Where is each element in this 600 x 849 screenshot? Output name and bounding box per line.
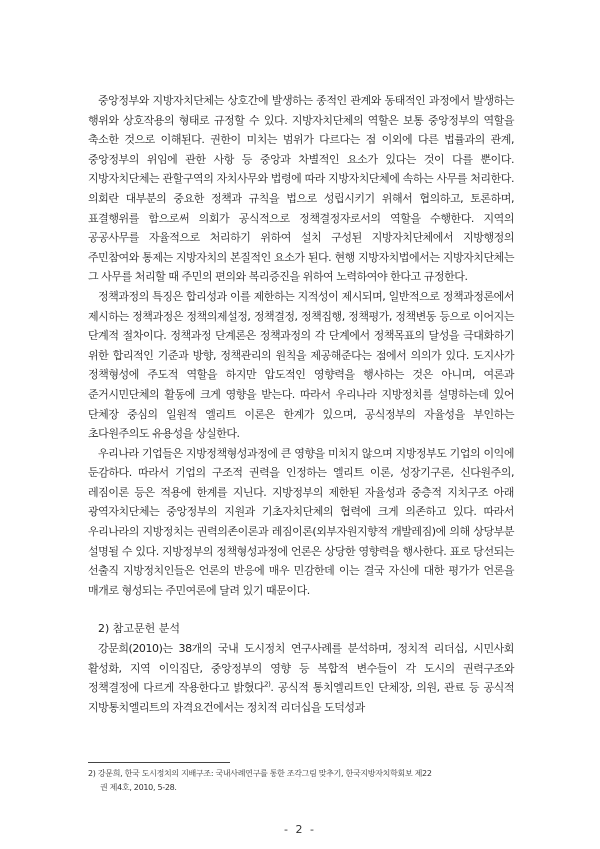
literature-text-end: . 공식적 통치엘리트인 단체장, 의원, 관료 등 공식적 지방통치엘리트의 자격요건에서는 정치적 리더십을 도덕성과 xyxy=(88,681,514,714)
body-text xyxy=(88,91,514,717)
paragraph-business-influence: 우리나라 기업들은 지방정책형성과정에 큰 영향을 미치지 않으며 지방정부도 기업의 이익에 둔감하다. 따라서 기업의 구조적 권력을 인정하는 엘리트 이론, 성장기구론, 신다원주의, 레짐이론 등은 적용에 한계를 지닌다. 지방정부의 제한된 자율성과 중층적 지치구조 아래 광역자치단체는 중앙정부의 지원과 기초자치단체의 협력에 크게 의존하고 있다. 따라서 우리나라의 지방정치는 권력의존이론과 레짐이론(외부자원지향적 개발레짐)에 의해 상당부분 설명될 수 있다. 지방정부의 정책형성과정에 언론은 상당한 영향력을 행사한다. 표로 당선되는 선출직 지방정치인들은 언론의 반응에 매우 민감한데 이는 결국 자신에 대한 평가가 언론을 매개로 형성되는 주민여론에 달려 있기 때문이다. xyxy=(88,446,514,597)
page-number: - 2 - xyxy=(284,823,316,836)
footnote-line-2: 권 제4호, 2010, 5-28. xyxy=(100,783,177,792)
paragraph-policy-process: 정책과정의 특징은 합리성과 이를 제한하는 지적성이 제시되며, 일반적으로 정책과정론에서 제시하는 정책과정은 정책의제설정, 정책결정, 정책집행, 정책평가, 정책변동 등으로 이어지는 단계적 절차이다. 정책과정 단계론은 정책과정의 각 단계에서 정책목표의 달성을 극대화하기 위한 합리적인 기준과 방향, 정책관리의 원칙을 제공해준다는 점에서 의의가 있다. 도지사가 정책형성에 주도적 역할을 하지만 압도적인 영향력을 행사하는 것은 아니며, 여론과 준거시민단체의 활동에 크게 영향을 받는다. 따라서 우리나라 지방정치를 설명하는데 있어 단체장 중심의 일원적 엘리트 이론은 한계가 있으며, 공식정부의 자율성을 부인하는 초다원주의도 유용성을 상실한다. xyxy=(88,289,514,441)
footnote-marker: 2) xyxy=(264,680,271,689)
footnote-divider xyxy=(88,762,230,763)
paragraph-literature-review xyxy=(88,639,514,717)
literature-text-start: 강문희(2010)는 38개의 국내 도시정치 연구사례를 분석하며, 정치적 리더십, 시민사회 활성화, 지역 이익집단, 중앙정부의 영향 등 복합적 변수들이 각 도시의 권력구조와 정책결정에 다르게 작용한다고 밝혔다 xyxy=(88,642,514,695)
footnote xyxy=(88,767,518,795)
paragraph-central-local-relations: 중앙정부와 지방자치단체는 상호간에 발생하는 종적인 관계와 동태적인 과정에서 발생하는 행위와 상호작용의 형태로 규정할 수 있다. 지방자치단체의 역할은 보통 중앙정부의 역할을 축소한 것으로 이해된다. 권한이 미치는 범위가 다르다는 점 이외에 다른 법률과의 관계, 중앙정부의 위임에 관한 사항 등 중앙과 차별적인 요소가 있다는 것이 다를 뿐이다. 지방자치단체는 관할구역의 자치사무와 법령에 따라 지방자치단체에 속하는 사무를 처리한다. 의회란 대부분의 중요한 정책과 규칙을 법으로 성립시키기 위해서 협의하고, 토론하며, 표결행위를 함으로써 의회가 공식적으로 정책결정자로서의 역할을 수행한다. 지역의 공공사무를 자율적으로 처리하기 위하여 설치 구성된 지방자치단체에서 지방행정의 주민참여와 통제는 지방자치의 본질적인 요소가 된다. 현행 지방자치법에서는 지방자치단체는 그 사무를 처리할 때 주민의 편의와 복리증진을 위하여 노력하여야 한다고 규정한다. xyxy=(88,94,514,284)
section-heading: 2) 참고문헌 분석 xyxy=(98,622,181,636)
footnote-line-1: 2) 강문희, 한국 도시정치의 지배구조: 국내사례연구를 통한 조각그림 맞추기, 한국지방자치학회보 제22 xyxy=(88,769,432,778)
